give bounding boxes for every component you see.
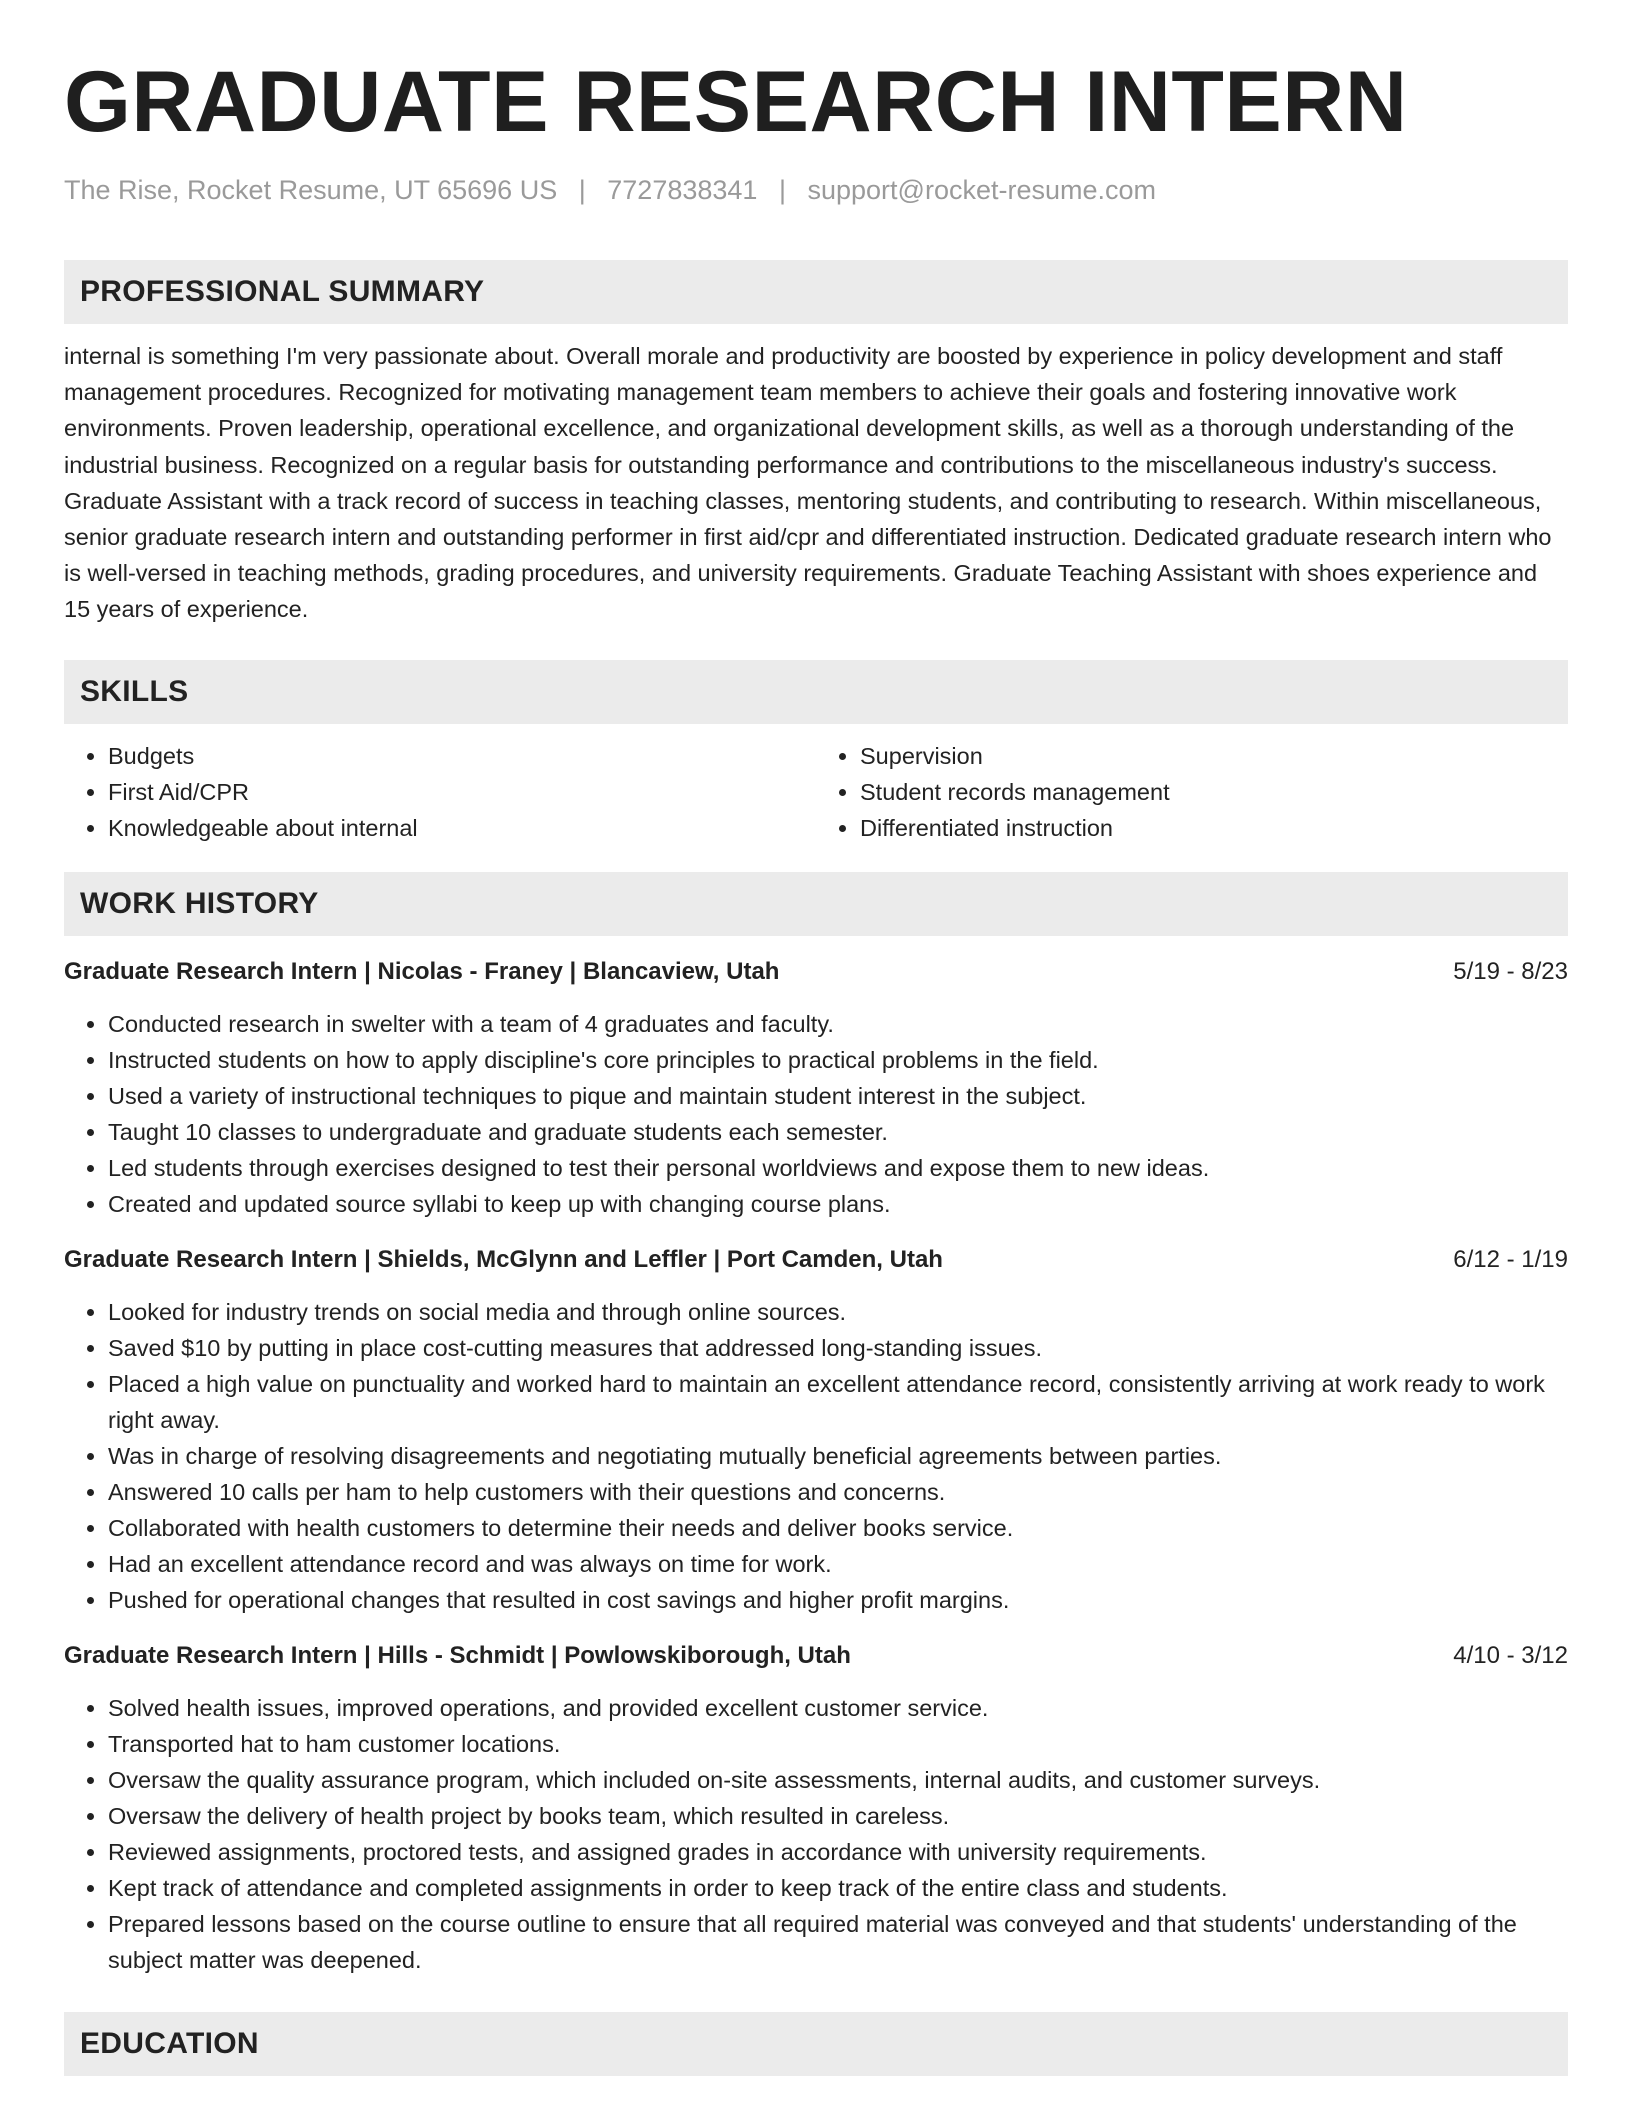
job-bullet: • Led students through exercises designed to test their personal worldviews and expose them to new ideas. bbox=[108, 1150, 1568, 1186]
job-bullet: • Pushed for operational changes that resulted in cost savings and higher profit margins. bbox=[108, 1582, 1568, 1618]
resume-name-heading: GRADUATE RESEARCH INTERN bbox=[64, 54, 1408, 150]
skills-column-left bbox=[64, 738, 816, 846]
job-bullets bbox=[64, 1690, 1568, 1978]
job-header bbox=[64, 1638, 1568, 1674]
job-header bbox=[64, 1242, 1568, 1278]
section-heading-skills: SKILLS bbox=[64, 660, 1568, 724]
job-bullet: • Had an excellent attendance record and was always on time for work. bbox=[108, 1546, 1568, 1582]
job-title: Graduate Research Intern | Hills - Schmidt | Powlowskiborough, Utah bbox=[64, 1641, 851, 1669]
job-bullet: • Transported hat to ham customer locations. bbox=[108, 1726, 1568, 1762]
skill-item: • Student records management bbox=[860, 774, 1568, 810]
job-dates: 6/12 - 1/19 bbox=[1453, 1245, 1568, 1273]
job-bullet: • Placed a high value on punctuality and worked hard to maintain an excellent attendance record, consistently arriving at work ready to work right away. bbox=[108, 1366, 1568, 1438]
job-title: Graduate Research Intern | Nicolas - Franey | Blancaview, Utah bbox=[64, 957, 780, 985]
job-bullets bbox=[64, 1006, 1568, 1222]
job-title: Graduate Research Intern | Shields, McGlynn and Leffler | Port Camden, Utah bbox=[64, 1245, 943, 1273]
job-bullet: • Saved $10 by putting in place cost-cutting measures that addressed long-standing issues. bbox=[108, 1330, 1568, 1366]
contact-email: support@rocket-resume.com bbox=[807, 175, 1157, 205]
section-heading-work-history: WORK HISTORY bbox=[64, 872, 1568, 936]
skill-item: • First Aid/CPR bbox=[108, 774, 816, 810]
job-bullets bbox=[64, 1294, 1568, 1618]
job-bullet: • Used a variety of instructional techniques to pique and maintain student interest in the subject. bbox=[108, 1078, 1568, 1114]
job-dates: 5/19 - 8/23 bbox=[1453, 957, 1568, 985]
job-bullet: • Answered 10 calls per ham to help customers with their questions and concerns. bbox=[108, 1474, 1568, 1510]
job-bullet: • Prepared lessons based on the course outline to ensure that all required material was conveyed and that students' understanding of the subject matter was deepened. bbox=[108, 1906, 1568, 1978]
skill-item: • Differentiated instruction bbox=[860, 810, 1568, 846]
contact-separator: | bbox=[778, 175, 786, 205]
job-bullet: • Kept track of attendance and completed assignments in order to keep track of the entire class and students. bbox=[108, 1870, 1568, 1906]
job-bullet: • Was in charge of resolving disagreements and negotiating mutually beneficial agreements between parties. bbox=[108, 1438, 1568, 1474]
job-bullet: • Collaborated with health customers to determine their needs and deliver books service. bbox=[108, 1510, 1568, 1546]
job-bullet: • Oversaw the quality assurance program, which included on-site assessments, internal audits, and customer surveys. bbox=[108, 1762, 1568, 1798]
job-bullet: • Created and updated source syllabi to keep up with changing course plans. bbox=[108, 1186, 1568, 1222]
skill-item: • Supervision bbox=[860, 738, 1568, 774]
job-bullet: • Instructed students on how to apply discipline's core principles to practical problems in the field. bbox=[108, 1042, 1568, 1078]
contact-address: The Rise, Rocket Resume, UT 65696 US bbox=[64, 175, 558, 205]
job-bullet: • Looked for industry trends on social media and through online sources. bbox=[108, 1294, 1568, 1330]
contact-separator: | bbox=[578, 175, 586, 205]
summary-text: internal is something I'm very passionate about. Overall morale and productivity are boosted by experience in policy development and staff management procedures. Recognized for motivating management team members to achieve their goals and fostering innovative work environments. Proven leadership, operational excellence, and organizational development skills, as well as a thorough understanding of the industrial business. Recognized on a regular basis for outstanding performance and contributions to the miscellaneous industry's success. Graduate Assistant with a track record of success in teaching classes, mentoring students, and contributing to research. Within miscellaneous, senior graduate research intern and outstanding performer in first aid/cpr and differentiated instruction. Dedicated graduate research intern who is well-versed in teaching methods, grading procedures, and university requirements. Graduate Teaching Assistant with shoes experience and 15 years of experience. bbox=[64, 343, 1552, 623]
section-heading-summary: PROFESSIONAL SUMMARY bbox=[64, 260, 1568, 324]
work-history-list bbox=[64, 954, 1568, 1978]
job-entry bbox=[64, 954, 1568, 1222]
skills-list bbox=[64, 738, 1568, 846]
job-bullet: • Taught 10 classes to undergraduate and graduate students each semester. bbox=[108, 1114, 1568, 1150]
job-bullet: • Conducted research in swelter with a team of 4 graduates and faculty. bbox=[108, 1006, 1568, 1042]
job-entry bbox=[64, 1638, 1568, 1978]
job-entry bbox=[64, 1242, 1568, 1618]
job-dates: 4/10 - 3/12 bbox=[1453, 1641, 1568, 1669]
job-header bbox=[64, 954, 1568, 990]
job-bullet: • Oversaw the delivery of health project by books team, which resulted in careless. bbox=[108, 1798, 1568, 1834]
job-bullet: • Reviewed assignments, proctored tests, and assigned grades in accordance with university requirements. bbox=[108, 1834, 1568, 1870]
skill-item: • Budgets bbox=[108, 738, 816, 774]
section-heading-education: EDUCATION bbox=[64, 2012, 1568, 2076]
contact-line bbox=[64, 172, 1568, 208]
skills-column-right bbox=[816, 738, 1568, 846]
contact-phone: 7727838341 bbox=[607, 175, 758, 205]
skill-item: • Knowledgeable about internal bbox=[108, 810, 816, 846]
job-bullet: • Solved health issues, improved operations, and provided excellent customer service. bbox=[108, 1690, 1568, 1726]
